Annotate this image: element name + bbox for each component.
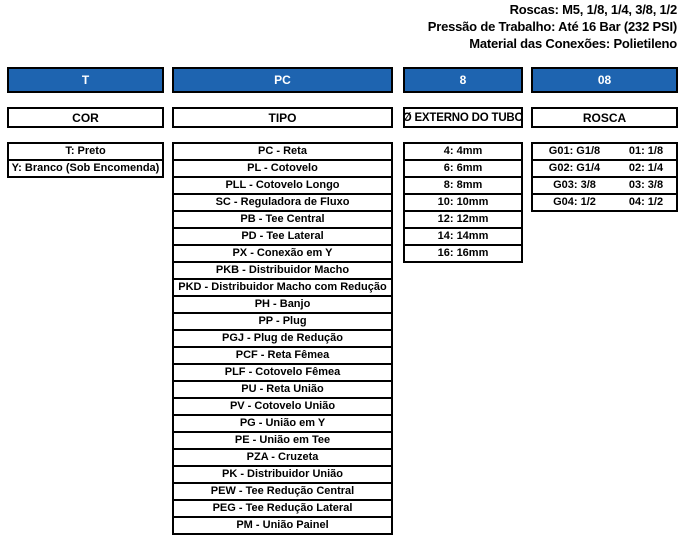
thread-code-g: G02: G1/4 (548, 162, 601, 174)
code-box-tube: 8 (403, 67, 523, 93)
column-header-tube: Ø EXTERNO DO TUBO (403, 107, 523, 128)
specs-block (428, 1, 677, 52)
thread-code-num: 01: 1/8 (628, 145, 664, 157)
list-item: PU - Reta União (174, 380, 391, 397)
list-item: PGJ - Plug de Redução (174, 329, 391, 346)
type-options-list (172, 142, 393, 535)
list-item: PE - União em Tee (174, 431, 391, 448)
thread-code-g: G03: 3/8 (553, 179, 596, 191)
list-item: PCF - Reta Fêmea (174, 346, 391, 363)
list-item (533, 144, 676, 159)
list-item: PP - Plug (174, 312, 391, 329)
thread-options-list (531, 142, 678, 212)
list-item: 4: 4mm (443, 145, 483, 157)
list-item: SC - Reguladora de Fluxo (174, 193, 391, 210)
code-box-thread: 08 (531, 67, 678, 93)
list-item: PKD - Distribuidor Macho com Redução (174, 278, 391, 295)
list-item: 16: 16mm (405, 244, 521, 261)
spec-line-material: Material das Conexões: Polietileno (469, 36, 677, 51)
list-item: PEG - Tee Redução Lateral (174, 499, 391, 516)
list-item: PB - Tee Central (174, 210, 391, 227)
list-item: T: Preto (65, 145, 106, 157)
list-item: 10: 10mm (405, 193, 521, 210)
thread-code-g: G01: G1/8 (548, 145, 601, 157)
column-header-type: TIPO (172, 107, 393, 128)
list-item: 12: 12mm (405, 210, 521, 227)
list-item: PK - Distribuidor União (174, 465, 391, 482)
code-box-color: T (7, 67, 164, 93)
spec-line-roscas: Roscas: M5, 1/8, 1/4, 3/8, 1/2 (509, 2, 677, 17)
list-item (533, 193, 676, 210)
list-item: PH - Banjo (174, 295, 391, 312)
thread-code-num: 04: 1/2 (628, 196, 664, 208)
list-item (533, 159, 676, 176)
column-header-color: COR (7, 107, 164, 128)
list-item: PLF - Cotovelo Fêmea (174, 363, 391, 380)
thread-code-g: G04: 1/2 (553, 196, 596, 208)
list-item: PLL - Cotovelo Longo (174, 176, 391, 193)
code-box-type: PC (172, 67, 393, 93)
list-item: PV - Cotovelo União (174, 397, 391, 414)
list-item: PL - Cotovelo (174, 159, 391, 176)
list-item (533, 176, 676, 193)
list-item: PC - Reta (258, 145, 307, 157)
spec-line-pressao: Pressão de Trabalho: Até 16 Bar (232 PSI) (427, 19, 677, 34)
color-options-list (7, 142, 164, 178)
list-item: PZA - Cruzeta (174, 448, 391, 465)
list-item: 8: 8mm (405, 176, 521, 193)
list-item: Y: Branco (Sob Encomenda) (9, 159, 162, 176)
tube-options-list (403, 142, 523, 263)
thread-code-num: 03: 3/8 (628, 179, 664, 191)
list-item: 14: 14mm (405, 227, 521, 244)
thread-code-num: 02: 1/4 (628, 162, 664, 174)
list-item: PKB - Distribuidor Macho (174, 261, 391, 278)
list-item: 6: 6mm (405, 159, 521, 176)
column-header-thread: ROSCA (531, 107, 678, 128)
list-item: PEW - Tee Redução Central (174, 482, 391, 499)
list-item: PG - União em Y (174, 414, 391, 431)
list-item: PD - Tee Lateral (174, 227, 391, 244)
list-item: PX - Conexão em Y (174, 244, 391, 261)
list-item: PM - União Painel (174, 516, 391, 533)
